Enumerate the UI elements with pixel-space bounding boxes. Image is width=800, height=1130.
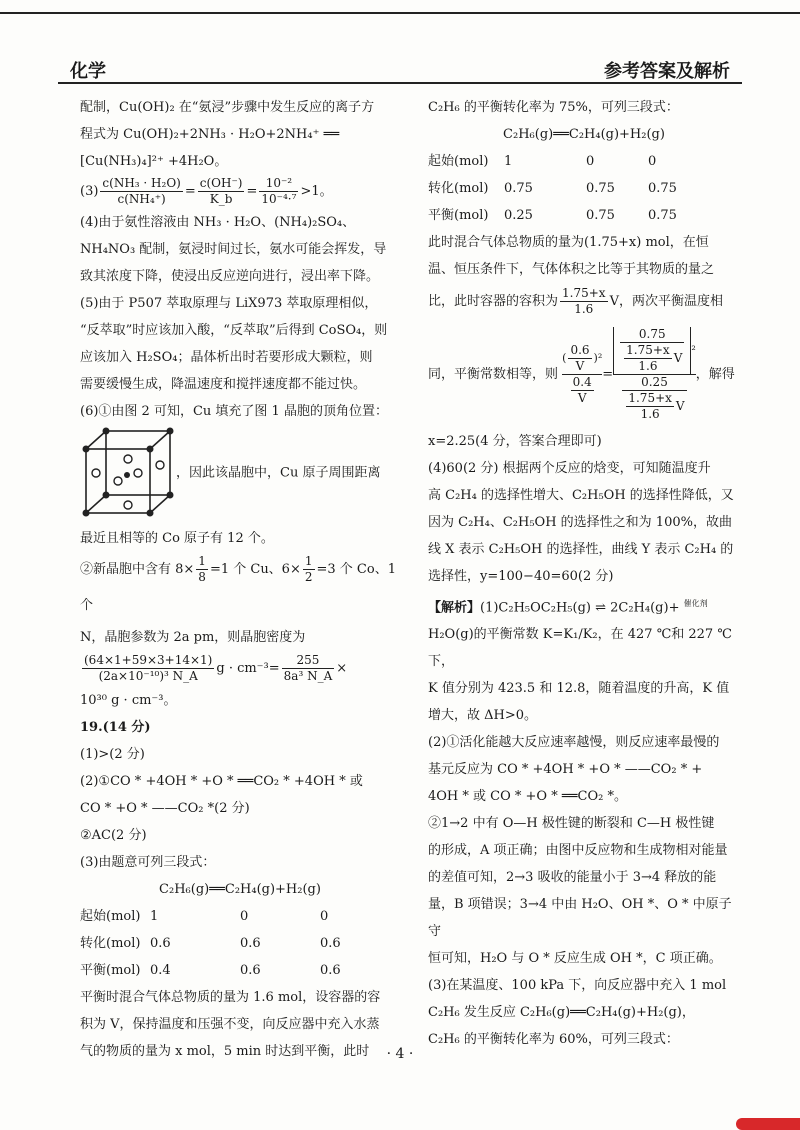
text-line: “反萃取”时应该加入酸，“反萃取”后得到 CoSO₄，则 — [80, 323, 388, 338]
table-cell: 0.6 — [150, 936, 171, 951]
text-line: (2)①CO * +4OH * +O * ══CO₂ * +4OH * 或 — [80, 774, 363, 789]
table-cell: 0 — [648, 154, 657, 169]
table-cell: 转化(mol) — [80, 936, 141, 951]
fraction: ( $\frac{0.6}{V}$ )² $\frac{0.4}{V}$ — [562, 343, 603, 405]
ratio-expression: (3) $\frac{\text{c(NH₃ · H₂O)}}{\text{c(NH₄⁺)}}$ = $\frac{c(OH^-)}{K\_b}$ = $\frac{\text{10⁻²}}{\text{10⁻⁴·⁷}}$ >1。 — [80, 176, 333, 206]
table-cell: 0.75 — [586, 208, 615, 223]
text-line: H₂O(g)的平衡常数 K=K₁/K₂，在 427 ℃和 227 ℃下， — [428, 627, 732, 670]
table-cell: 0.6 — [240, 963, 261, 978]
text-line: CO * +O * ——CO₂ *(2 分) — [80, 801, 250, 816]
text-line: 高 C₂H₄ 的选择性增大、C₂H₅OH 的选择性降低，又 — [428, 488, 734, 503]
text-line: 量，B 项错误；3→4 中由 H₂O、OH *、O * 中原子守 — [428, 897, 732, 940]
text-line: 配制，Cu(OH)₂ 在“氨浸”步骤中发生反应的离子方 — [80, 100, 375, 115]
text-line: 致其浓度下降，使浸出反应逆向进行，浸出率下降。 — [80, 269, 380, 284]
text-line: [Cu(NH₃)₄]²⁺ +4H₂O。 — [80, 154, 228, 169]
three-stage-table — [428, 148, 740, 229]
text-line: 基元反应为 CO * +4OH * +O * ——CO₂ * + — [428, 762, 703, 778]
table-cell: 0.6 — [240, 936, 261, 951]
table-cell: 0.75 — [648, 208, 677, 223]
reaction-equation: C₂H₆(g)══C₂H₄(g)+H₂(g) — [159, 882, 321, 897]
left-column — [80, 94, 400, 1065]
text-line: (4)由于氨性溶液由 NH₃ · H₂O、(NH₄)₂SO₄、 — [80, 215, 356, 230]
text-line: 的差值可知，2→3 吸收的能量小于 3→4 释放的能 — [428, 870, 717, 886]
text-line: 程式为 Cu(OH)₂+2NH₃ · H₂O+2NH₄⁺ ══ — [80, 127, 340, 142]
table-cell: 平衡(mol) — [428, 208, 489, 223]
table-cell: 1 — [504, 154, 513, 169]
text-line: 线 X 表示 C₂H₅OH 的选择性，曲线 Y 表示 C₂H₄ 的 — [428, 542, 734, 557]
crystal-line: ，因此该晶胞中，Cu 原子周围距离 — [80, 425, 400, 525]
text-line: x=2.25(4 分，答案合理即可) — [428, 434, 602, 449]
text-line: (4)60(2 分) 根据两个反应的焓变，可知随温度升 — [428, 461, 711, 476]
text-line: ②AC(2 分) — [80, 828, 147, 843]
table-cell: 0.6 — [320, 963, 341, 978]
text-line: (5)由于 P507 萃取原理与 LiX973 萃取原理相似， — [80, 296, 378, 311]
text-line: 需要缓慢生成，降温速度和搅拌速度都不能过快。 — [80, 377, 367, 392]
text-line: ②1→2 中有 O—H 极性键的断裂和 C—H 极性键 — [428, 816, 715, 832]
table-cell: 0 — [586, 154, 595, 169]
density-formula: $\frac{(64\times 1+59\times 3+14\times 1)}{\text{(2a×10⁻¹⁰)³ N\_A}}$ g · cm⁻³= $\frac{255}{\text{8a³ N\_A}}$ × — [84, 653, 348, 683]
text-line: 应该加入 H₂SO₄；晶体析出时若要形成大颗粒，则 — [80, 350, 373, 365]
text-line: (6)①由图 2 可知，Cu 填充了图 1 晶胞的顶角位置： — [80, 404, 388, 419]
table-cell: 0.25 — [504, 208, 533, 223]
text-line: K 值分别为 423.5 和 12.8，随着温度的升高，K 值 — [428, 681, 730, 697]
text-line: 平衡时混合气体总物质的量为 1.6 mol，设容器的容 — [80, 990, 381, 1005]
text-line: 此时混合气体总物质的量为(1.75+x) mol，在恒 — [428, 235, 709, 250]
text-line: NH₄NO₃ 配制，氨浸时间过长，氨水可能会挥发，导 — [80, 242, 387, 257]
table-cell: 0.4 — [150, 963, 171, 978]
table-cell: 起始(mol) — [428, 154, 489, 169]
text-line: (3)由题意可列三段式： — [80, 855, 216, 870]
text-line: N，晶胞参数为 2a pm，则晶胞密度为 — [80, 630, 306, 645]
density-line-1: ②新晶胞中含有 8× $\frac{1}{8}$ =1 个 Cu、6× $\frac{1}{2}$ =3 个 Co、1 个 — [80, 554, 396, 613]
table-cell: 起始(mol) — [80, 909, 141, 924]
volume-line: 比，此时容器的容积为 $\frac{1.75+x}{1.6}$ V，两次平衡温度相 — [428, 286, 723, 316]
analysis-line: 【解析】(1)C₂H₅OC₂H₅(g) ⇌ 2C₂H₄(g)+ $^{催化剂}$ — [428, 599, 708, 616]
doc-title: 参考答案及解析 — [604, 61, 730, 82]
top-border — [0, 12, 800, 14]
table-cell: 平衡(mol) — [80, 963, 141, 978]
text-line: 10³⁰ g · cm⁻³。 — [80, 693, 177, 708]
fraction: 0.75 $\frac{1.75+x}{1.6}$ V ² 0.25 $\frac{1.75+x}{1.6}$ V — [613, 327, 696, 422]
text-line: 气的物质的量为 x mol，5 min 时达到平衡，此时 — [80, 1044, 370, 1059]
fraction: $\frac{c(OH^-)}{K\_b}$ — [199, 176, 243, 206]
question-19-heading: 19.(14 分) — [80, 720, 151, 735]
reaction-equation: C₂H₆(g)══C₂H₄(g)+H₂(g) — [503, 127, 665, 142]
crystal-cell-diagram — [80, 425, 176, 521]
page-number: · 4 · — [386, 1046, 414, 1062]
text-line: (1)>(2 分) — [80, 747, 145, 762]
red-corner-mark — [736, 1118, 800, 1130]
text-line: 选择性，y=100−40=60(2 分) — [428, 569, 614, 584]
text-line: 因为 C₂H₄、C₂H₅OH 的选择性之和为 100%，故曲 — [428, 515, 732, 530]
table-cell: 0.75 — [648, 181, 677, 196]
text-line: 温、恒压条件下，气体体积之比等于其物质的量之 — [428, 262, 715, 277]
table-cell: 0 — [320, 909, 329, 924]
text-line: 最近且相等的 Co 原子有 12 个。 — [80, 531, 274, 546]
text-line: C₂H₆ 的平衡转化率为 60%，可列三段式： — [428, 1032, 679, 1048]
table-cell: 1 — [150, 909, 159, 924]
three-stage-table — [80, 903, 400, 984]
fraction: $\frac{\text{10⁻²}}{\text{10⁻⁴·⁷}}$ — [261, 176, 297, 206]
text-line: C₂H₆ 的平衡转化率为 75%，可列三段式： — [428, 100, 679, 115]
text-line: 的形成，A 项正确；由图中反应物和生成物相对能量 — [428, 843, 728, 859]
text-line: 4OH * 或 CO * +O * ══CO₂ *。 — [428, 789, 627, 805]
right-column — [428, 94, 740, 1053]
equilibrium-constant-line: 同，平衡常数相等，则 ( $\frac{0.6}{V}$ )² $\frac{0.4}{V}$ = 0.75 $\frac{1.75+x}{1.6}$ V ² 0.25 $\frac{1.75+x}{1.6}$ V ，解得 — [428, 327, 735, 421]
table-cell: 0 — [240, 909, 249, 924]
subject-title: 化学 — [70, 61, 106, 82]
table-cell: 转化(mol) — [428, 181, 489, 196]
table-cell: 0.75 — [586, 181, 615, 196]
text-line: 增大，故 ΔH>0。 — [428, 708, 538, 724]
fraction: $\frac{\text{c(NH₃ · H₂O)}}{\text{c(NH₄⁺)}}$ — [102, 176, 181, 206]
text-line: 积为 V，保持温度和压强不变，向反应器中充入水蒸 — [80, 1017, 380, 1032]
table-cell: 0.75 — [504, 181, 533, 196]
text-line: (3)在某温度、100 kPa 下，向反应器中充入 1 mol — [428, 978, 727, 994]
text-line: C₂H₆ 发生反应 C₂H₆(g)══C₂H₄(g)+H₂(g)， — [428, 1005, 695, 1021]
header-rule — [58, 82, 742, 84]
table-cell: 0.6 — [320, 936, 341, 951]
text-line: 恒可知，H₂O 与 O * 反应生成 OH *，C 项正确。 — [428, 951, 722, 967]
text-line: (2)①活化能越大反应速率越慢，则反应速率最慢的 — [428, 735, 720, 751]
